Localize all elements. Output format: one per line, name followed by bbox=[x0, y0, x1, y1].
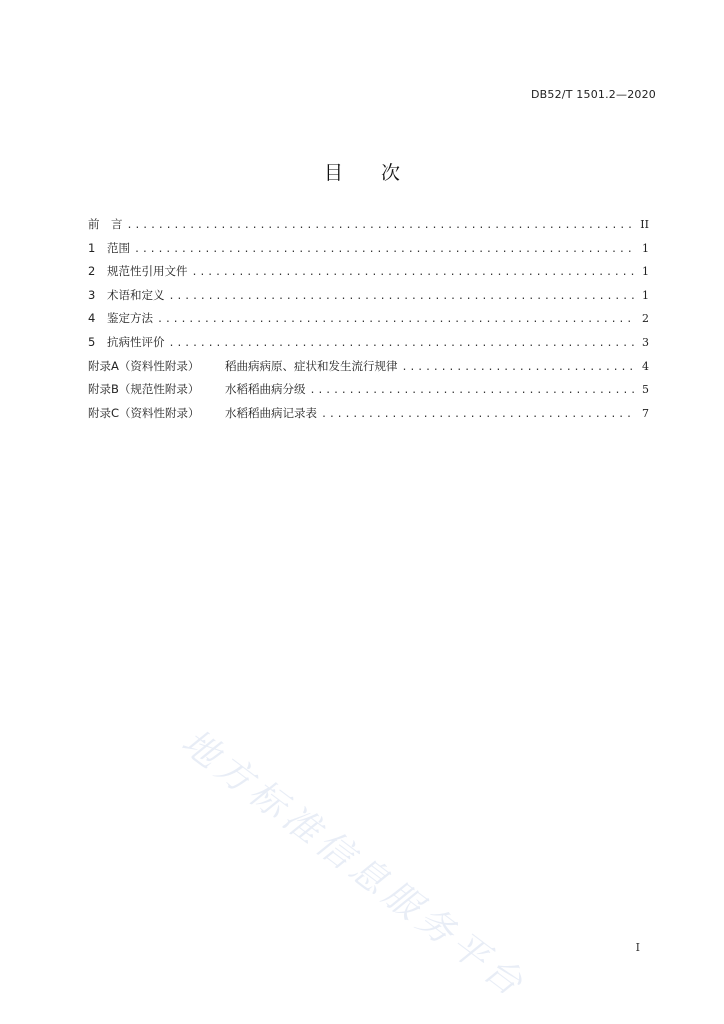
toc-entry-label: 规范性引用文件 bbox=[107, 264, 188, 279]
toc-entry-label: 水稻稻曲病记录表 bbox=[225, 405, 317, 420]
toc-leader-dots bbox=[134, 244, 635, 255]
toc-title-char-2: 次 bbox=[381, 162, 401, 184]
toc-leader-dots bbox=[169, 338, 636, 349]
toc-entry-page: 2 bbox=[642, 312, 649, 326]
table-of-contents bbox=[88, 216, 649, 428]
toc-entry-terms-definitions[interactable] bbox=[88, 287, 649, 311]
toc-leader-dots bbox=[127, 220, 635, 231]
toc-appendix-prefix: 附录B（规范性附录） bbox=[88, 382, 200, 397]
toc-entry-page: 1 bbox=[642, 241, 649, 255]
page-number: I bbox=[635, 941, 640, 954]
toc-entry-resistance-evaluation[interactable] bbox=[88, 334, 649, 358]
toc-entry-page: 5 bbox=[642, 383, 649, 397]
document-code: DB52/T 1501.2—2020 bbox=[530, 88, 656, 101]
toc-leader-dots bbox=[310, 385, 636, 396]
toc-leader-dots bbox=[169, 291, 636, 302]
toc-entry-page: 1 bbox=[642, 288, 649, 302]
toc-appendix-prefix: 附录C（资料性附录） bbox=[88, 405, 200, 420]
toc-leader-dots bbox=[402, 362, 636, 373]
toc-entry-label: 水稻稻曲病分级 bbox=[225, 382, 306, 397]
toc-leader-dots bbox=[321, 409, 635, 420]
toc-entry-appendix-c[interactable] bbox=[88, 405, 649, 429]
toc-entry-label: 抗病性评价 bbox=[107, 334, 165, 349]
toc-appendix-prefix: 附录A（资料性附录） bbox=[88, 358, 200, 373]
toc-entry-label: 术语和定义 bbox=[107, 287, 165, 302]
toc-entry-label: 范围 bbox=[107, 240, 130, 255]
toc-entry-normative-references[interactable] bbox=[88, 263, 649, 287]
toc-entry-label: 前 言 bbox=[88, 217, 123, 231]
toc-title bbox=[0, 158, 724, 185]
toc-entry-number: 3 bbox=[88, 287, 96, 302]
toc-entry-foreword[interactable] bbox=[88, 216, 649, 240]
toc-entry-page: 4 bbox=[642, 359, 649, 373]
toc-leader-dots bbox=[192, 267, 636, 278]
watermark: 地方标准信息服务平台 bbox=[173, 721, 534, 1008]
toc-entry-label: 稻曲病病原、症状和发生流行规律 bbox=[225, 358, 398, 373]
toc-entry-page: 7 bbox=[642, 406, 649, 420]
toc-leader-dots bbox=[157, 314, 635, 325]
toc-entry-scope[interactable] bbox=[88, 240, 649, 264]
toc-entry-appendix-a[interactable] bbox=[88, 358, 649, 382]
toc-entry-page: II bbox=[640, 218, 649, 231]
toc-entry-identification-method[interactable] bbox=[88, 310, 649, 334]
toc-entry-appendix-b[interactable] bbox=[88, 381, 649, 405]
toc-entry-number: 4 bbox=[88, 311, 96, 326]
toc-entry-number: 5 bbox=[88, 334, 96, 349]
toc-entry-label: 鉴定方法 bbox=[107, 311, 153, 326]
toc-entry-page: 3 bbox=[642, 335, 649, 349]
toc-entry-number: 2 bbox=[88, 264, 96, 279]
toc-entry-page: 1 bbox=[642, 265, 649, 279]
toc-title-char-1: 目 bbox=[323, 162, 343, 184]
toc-entry-number: 1 bbox=[88, 240, 96, 255]
